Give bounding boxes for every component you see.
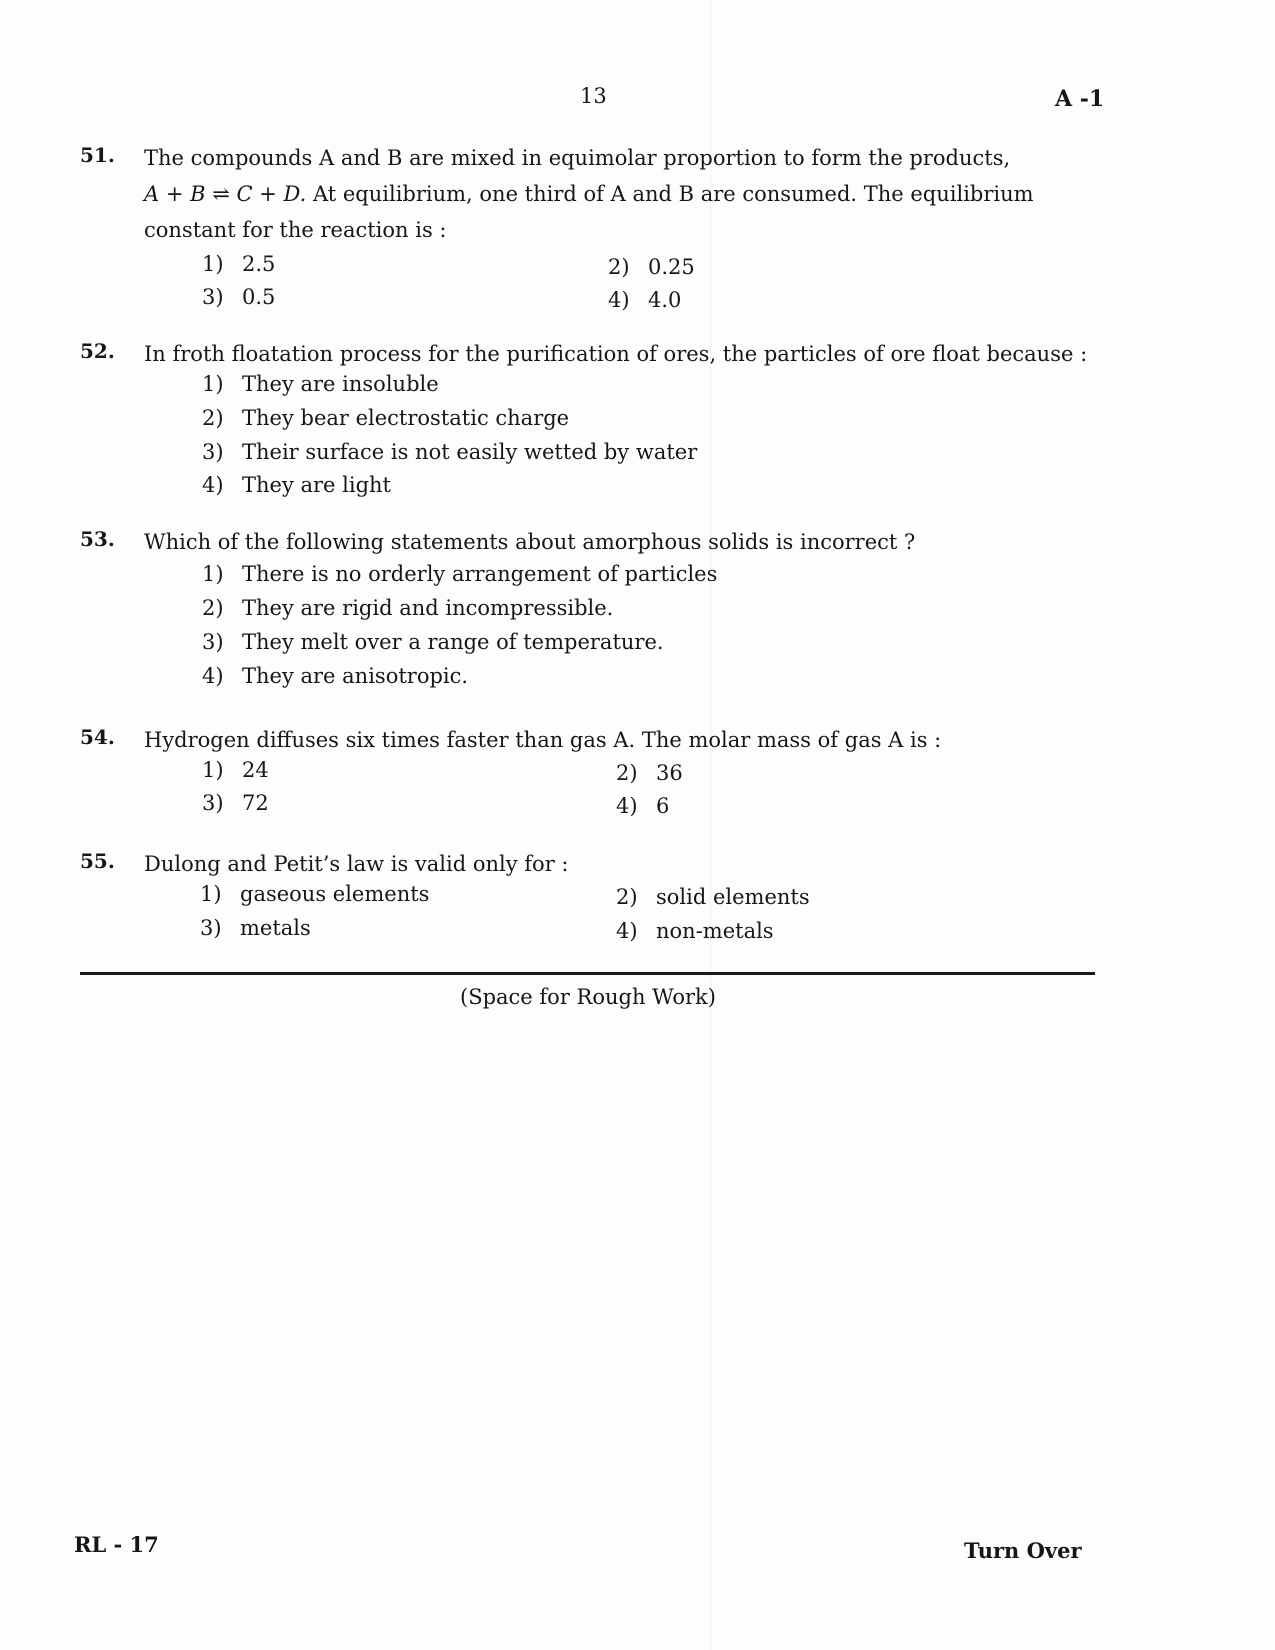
page-number: 13 [580, 84, 607, 108]
paper-code: A -1 [1055, 86, 1105, 112]
question-text: Dulong and Petit’s law is valid only for : [144, 852, 569, 876]
option-2[interactable] [202, 406, 569, 430]
option-label: There is no orderly arrangement of particles [242, 562, 718, 586]
question-text: Which of the following statements about amorphous solids is incorrect ? [144, 530, 916, 554]
option-number: 2) [616, 761, 638, 785]
option-3[interactable] [202, 440, 697, 464]
option-label: 6 [656, 794, 670, 818]
option-label: They are insoluble [242, 372, 439, 396]
option-4[interactable] [202, 473, 391, 497]
question-number: 52. [80, 339, 115, 363]
option-number: 3) [202, 285, 224, 309]
divider-rule [80, 972, 1095, 975]
option-number: 1) [202, 758, 224, 782]
option-1[interactable] [200, 882, 429, 906]
option-2[interactable] [616, 761, 683, 785]
option-2[interactable] [616, 885, 810, 909]
equilibrium-equation: A + B ⇌ C + D. [144, 182, 307, 206]
option-number: 3) [202, 791, 224, 815]
option-4[interactable] [608, 288, 681, 312]
footer-code: RL - 17 [74, 1532, 159, 1557]
question-number: 54. [80, 725, 115, 749]
option-number: 4) [608, 288, 630, 312]
option-number: 4) [616, 794, 638, 818]
option-label: They bear electrostatic charge [242, 406, 570, 430]
option-number: 4) [202, 664, 224, 688]
option-number: 3) [200, 916, 222, 940]
option-label: 2.5 [242, 252, 276, 276]
option-number: 2) [608, 255, 630, 279]
option-label: 72 [242, 791, 269, 815]
question-text-line: constant for the reaction is : [144, 218, 447, 242]
option-number: 4) [202, 473, 224, 497]
option-label: 0.5 [242, 285, 276, 309]
question-text [144, 140, 1104, 248]
option-4[interactable] [202, 664, 468, 688]
option-label: 4.0 [648, 288, 682, 312]
question-number: 51. [80, 143, 115, 167]
option-3[interactable] [200, 916, 311, 940]
option-3[interactable] [202, 791, 269, 815]
rough-work-label: (Space for Rough Work) [460, 985, 716, 1009]
option-label: Their surface is not easily wetted by water [242, 440, 698, 464]
question-text-line [144, 176, 1104, 212]
option-2[interactable] [202, 596, 613, 620]
option-1[interactable] [202, 252, 275, 276]
option-number: 4) [616, 919, 638, 943]
question-number: 55. [80, 849, 115, 873]
option-1[interactable] [202, 758, 269, 782]
option-2[interactable] [608, 255, 695, 279]
option-label: non-metals [656, 919, 774, 943]
option-3[interactable] [202, 630, 664, 654]
option-number: 2) [202, 596, 224, 620]
question-text-rest: At equilibrium, one third of A and B are consumed. The equilibrium [312, 182, 1034, 206]
option-number: 1) [200, 882, 222, 906]
option-number: 1) [202, 252, 224, 276]
option-4[interactable] [616, 919, 774, 943]
option-label: They are light [242, 473, 391, 497]
option-4[interactable] [616, 794, 669, 818]
turn-over-label: Turn Over [964, 1538, 1082, 1563]
option-label: gaseous elements [240, 882, 430, 906]
option-number: 2) [202, 406, 224, 430]
option-number: 3) [202, 440, 224, 464]
option-3[interactable] [202, 285, 275, 309]
question-text-line: The compounds A and B are mixed in equimolar proportion to form the products, [144, 146, 1011, 170]
option-label: solid elements [656, 885, 810, 909]
option-label: They are rigid and incompressible. [242, 596, 614, 620]
option-label: metals [240, 916, 311, 940]
question-text: In froth floatation process for the purification of ores, the particles of ore float because : [144, 342, 1088, 366]
option-label: 24 [242, 758, 269, 782]
option-number: 1) [202, 372, 224, 396]
option-1[interactable] [202, 562, 717, 586]
option-number: 3) [202, 630, 224, 654]
option-label: 0.25 [648, 255, 695, 279]
option-label: They are anisotropic. [242, 664, 469, 688]
option-label: They melt over a range of temperature. [242, 630, 664, 654]
option-number: 2) [616, 885, 638, 909]
question-text: Hydrogen diffuses six times faster than gas A. The molar mass of gas A is : [144, 728, 942, 752]
question-number: 53. [80, 527, 115, 551]
option-label: 36 [656, 761, 683, 785]
option-1[interactable] [202, 372, 439, 396]
option-number: 1) [202, 562, 224, 586]
